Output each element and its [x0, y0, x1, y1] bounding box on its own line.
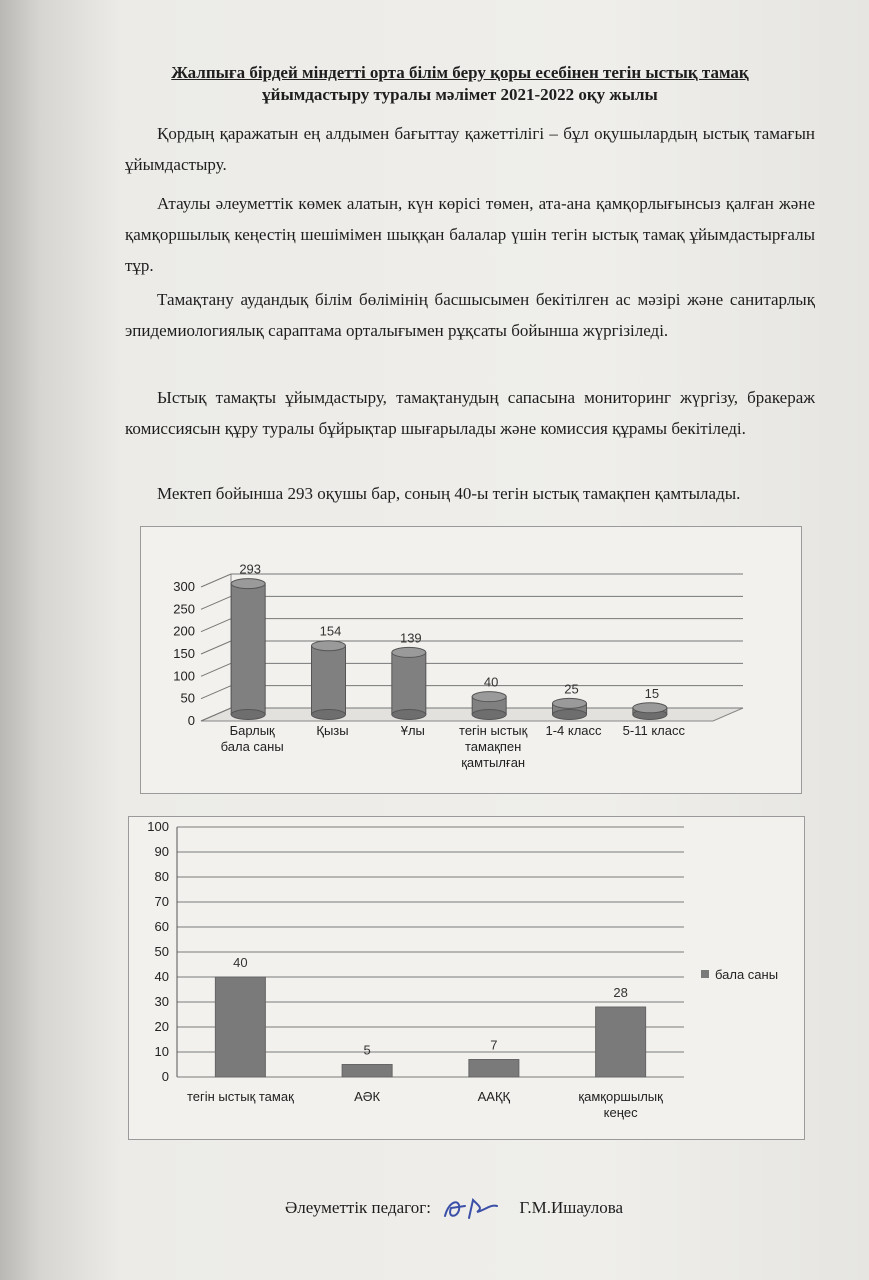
bar-body — [392, 652, 426, 714]
data-label: 25 — [564, 681, 579, 697]
y-tick-label: 0 — [187, 713, 195, 728]
data-label: 5 — [363, 1042, 371, 1058]
paragraph-1: Қордың қаражатын ең алдымен бағыттау қажеттілігі – бұл оқушылардың ыстық тамағын ұйымдастыру. — [125, 124, 815, 174]
x-tick-label: 5-11 класс — [622, 723, 685, 738]
y-tick-label: 60 — [154, 919, 169, 934]
data-label: 28 — [613, 985, 628, 1000]
bar-top — [231, 579, 265, 589]
x-tick-label: Қызы — [316, 723, 349, 738]
y-tick-label: 100 — [173, 668, 195, 684]
legend-label: бала саны — [715, 967, 779, 982]
y-tick-label: 150 — [173, 646, 195, 661]
y-tick-label: 70 — [154, 894, 169, 909]
x-tick-label: тегін ыстық тамақ — [186, 1089, 294, 1104]
y-tick-label: 30 — [154, 994, 169, 1009]
bar-top — [472, 692, 506, 702]
y-tick-label: 200 — [173, 623, 195, 639]
bar-base — [392, 710, 426, 720]
y-tick-label: 50 — [180, 690, 195, 706]
bar-cylinder — [633, 703, 667, 720]
paragraph-2: Атаулы әлеуметтік көмек алатын, күн көрісі төмен, ата-ана қамқорлығынсыз қалған және қамқоршылық кеңестің шешімімен шыққан балалар үшін тегін ыстық тамақ ұйымдастырғалы тұр. — [125, 194, 815, 275]
chart-2-svg — [129, 817, 804, 1139]
data-label: 15 — [644, 685, 660, 701]
bar-cylinder — [553, 698, 587, 719]
data-label: 139 — [399, 630, 422, 646]
data-label: 154 — [319, 623, 342, 639]
bar — [215, 977, 265, 1077]
chart-1-svg — [141, 527, 801, 793]
paragraph-5: Мектеп бойынша 293 оқушы бар, соның 40-ы тегін ыстық тамақпен қамтылады. — [157, 484, 741, 503]
bar-top — [633, 703, 667, 713]
gridline-side — [201, 663, 231, 676]
support-bar-chart — [128, 816, 805, 1140]
bar-cylinder — [392, 647, 426, 719]
gridline-side — [201, 619, 231, 632]
bar-top — [392, 647, 426, 657]
x-tick-label: ААҚҚ — [477, 1089, 511, 1104]
y-tick-label: 40 — [154, 969, 169, 984]
signature-name: Г.М.Ишаулова — [519, 1197, 624, 1217]
bar-body — [312, 646, 346, 715]
paragraph-4: Ыстық тамақты ұйымдастыру, тамақтанудың сапасына мониторинг жүргізу, бракераж комиссиясын құру туралы бұйрықтар шығарылады және комиссия құрамы бекітіледі. — [125, 388, 815, 438]
y-tick-label: 10 — [154, 1044, 169, 1059]
bar-top — [312, 641, 346, 651]
legend-swatch — [701, 970, 709, 978]
y-tick-label: 100 — [147, 819, 169, 834]
data-label: 40 — [233, 955, 248, 970]
gridline-side — [201, 686, 231, 699]
signature-block — [285, 1196, 623, 1222]
gridline-side — [201, 596, 231, 609]
data-label: 40 — [483, 674, 499, 690]
handwritten-signature — [439, 1196, 511, 1222]
y-tick-label: 50 — [154, 944, 169, 959]
data-label: 7 — [490, 1037, 498, 1053]
bar-base — [472, 710, 506, 720]
x-tick-label: тегін ыстық тамақпен қамтылған — [459, 723, 528, 770]
bar-base — [231, 710, 265, 720]
y-tick-label: 0 — [161, 1069, 169, 1084]
bar-cylinder — [231, 579, 265, 720]
data-label: 293 — [239, 561, 262, 577]
bar-cylinder — [472, 692, 506, 720]
y-tick-label: 300 — [173, 579, 195, 594]
y-tick-label: 250 — [173, 601, 195, 617]
bar — [596, 1007, 646, 1077]
y-tick-label: 20 — [154, 1019, 169, 1034]
title-line-2: ұйымдастыру туралы мәлімет 2021-2022 оқу жылы — [262, 85, 658, 104]
title-line-1: Жалпыға бірдей міндетті орта білім беру қоры есебінен тегін ыстық тамақ — [171, 63, 749, 82]
x-tick-label: Ұлы — [400, 723, 425, 738]
document-title — [100, 62, 820, 106]
bar-top — [553, 698, 587, 708]
students-3d-bar-chart — [140, 526, 802, 794]
x-tick-label: қамқоршылық кеңес — [578, 1089, 663, 1120]
signature-role: Әлеуметтік педагог: — [285, 1197, 431, 1217]
gridline-side — [201, 641, 231, 654]
y-tick-label: 90 — [154, 844, 169, 859]
bar — [469, 1060, 519, 1078]
paragraph-3: Тамақтану аудандық білім бөлімінің басшысымен бекітілген ас мәзірі және санитарлық эпидемиологиялық сараптама орталығымен рұқсаты бойынша жүргізіледі. — [125, 290, 815, 340]
bar-base — [553, 710, 587, 720]
gridline-side — [201, 574, 231, 587]
x-tick-label: 1-4 класс — [545, 723, 602, 738]
x-tick-label: АӘК — [354, 1089, 381, 1104]
x-tick-label: Барлық бала саны — [220, 723, 284, 754]
bar — [342, 1065, 392, 1078]
y-tick-label: 80 — [154, 869, 169, 884]
bar-base — [312, 710, 346, 720]
bar-body — [231, 584, 265, 715]
bar-cylinder — [312, 641, 346, 720]
